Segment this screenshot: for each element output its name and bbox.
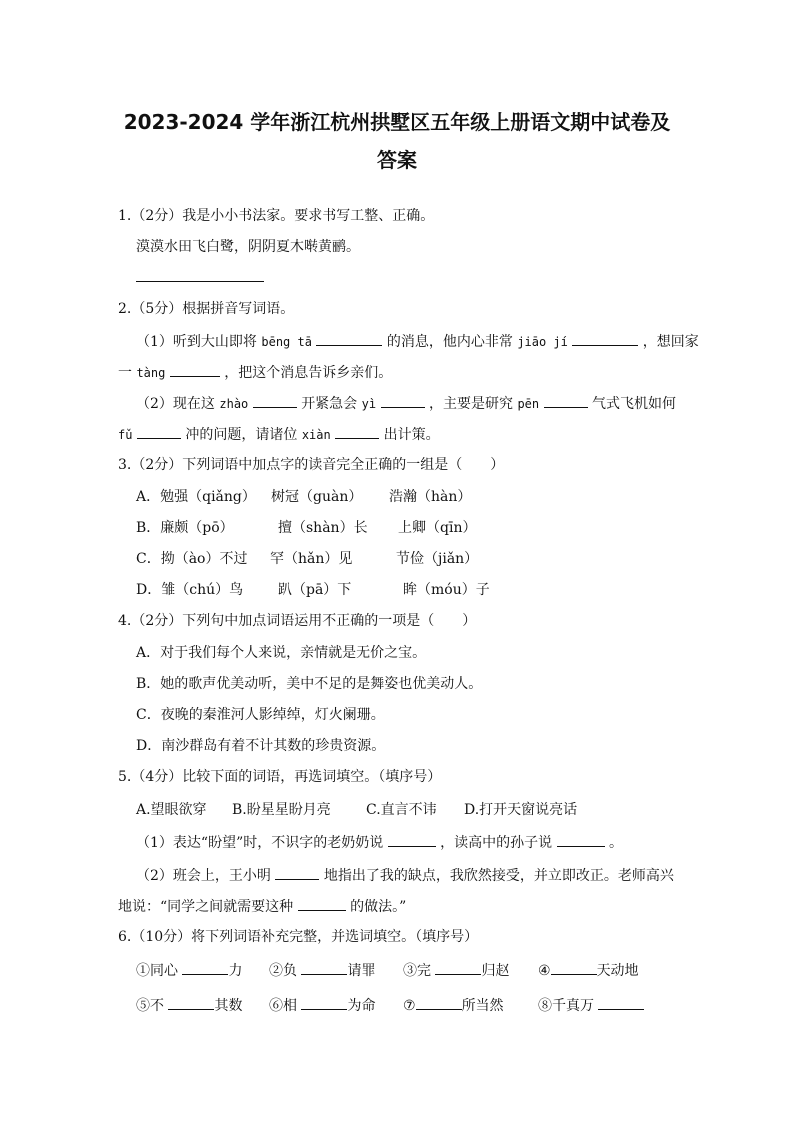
q3-option-c[interactable]	[136, 549, 478, 569]
idiom-item	[269, 960, 403, 981]
answer-blank[interactable]	[551, 960, 597, 975]
q4-option-d[interactable]: D．南沙群岛有着不计其数的珍贵资源。	[136, 738, 386, 754]
q2-text: 冲的问题，请诸位	[185, 427, 298, 443]
q5-choices	[136, 800, 577, 820]
idiom-text: ②负	[269, 963, 297, 979]
q3-option-b[interactable]	[136, 518, 476, 538]
option-part: B．廉颇（pō）	[136, 520, 234, 536]
pinyin: pēn	[517, 397, 540, 411]
pinyin: jiāo jí	[517, 335, 568, 349]
idiom-text: 为命	[347, 998, 376, 1014]
answer-blank[interactable]	[301, 995, 347, 1010]
idiom-text: ⑥相	[269, 998, 297, 1014]
q2-line-4	[118, 424, 440, 445]
pinyin: tàng	[136, 366, 166, 380]
q5-line-2	[136, 865, 674, 886]
pinyin: xiàn	[301, 428, 331, 442]
pinyin: yì	[361, 397, 377, 411]
q2-text: ，主要是研究	[429, 396, 513, 412]
answer-blank[interactable]	[137, 424, 181, 439]
q1-answer-line	[136, 267, 264, 288]
q4-option-b[interactable]: B．她的歌声优美动听，美中不足的是舞姿也优美动人。	[136, 676, 483, 692]
pinyin: bēng tā	[261, 335, 312, 349]
idiom-text: ③完	[403, 963, 431, 979]
answer-blank[interactable]	[136, 267, 264, 282]
q1-heading: 1.（2分）我是小小书法家。要求书写工整、正确。	[118, 208, 435, 224]
answer-blank[interactable]	[416, 995, 462, 1010]
q5-text: 地指出了我的缺点，我欣然接受，并立即改正。老师高兴	[323, 868, 674, 884]
q3-option-d[interactable]	[136, 580, 490, 600]
option-part: 擅（shàn）长	[278, 520, 368, 536]
title-line-2: 答案	[377, 148, 417, 172]
idiom-text: 请罪	[347, 963, 376, 979]
q5-heading: 5.（4分）比较下面的词语，再选词填空。（填序号）	[118, 769, 442, 785]
q2-text: 开紧急会	[301, 396, 358, 412]
answer-blank[interactable]	[381, 393, 425, 408]
q2-text: ，想回家	[642, 334, 699, 350]
answer-blank[interactable]	[544, 393, 588, 408]
pinyin: fǔ	[118, 428, 133, 442]
idiom-item	[269, 995, 403, 1016]
answer-blank[interactable]	[253, 393, 297, 408]
q1-poem: 漠漠水田飞白鹭，阴阴夏木啭黄鹂。	[136, 239, 360, 255]
q2-line-2	[118, 362, 392, 383]
idiom-text: 天动地	[596, 963, 639, 979]
answer-blank[interactable]	[170, 362, 220, 377]
option-part: 树冠（guàn）	[271, 489, 363, 505]
page-title	[100, 103, 694, 179]
idiom-text: ①同心	[136, 963, 178, 979]
q2-text: ，把这个消息告诉乡亲们。	[224, 365, 393, 381]
q5-text: 的做法。”	[350, 899, 407, 915]
q6-row-1	[136, 960, 639, 981]
idiom-text: ⑤不	[136, 998, 164, 1014]
option-part: C．拗（ào）不过	[136, 551, 248, 567]
idiom-item	[538, 960, 639, 981]
q2-line-3	[136, 393, 676, 414]
choice-a: A.望眼欲穿	[136, 802, 207, 818]
option-part: 眸（móu）子	[403, 582, 490, 598]
q5-text: 地说：“同学之间就需要这种	[118, 899, 294, 915]
answer-blank[interactable]	[168, 995, 214, 1010]
q2-heading: 2.（5分）根据拼音写词语。	[118, 301, 295, 317]
q4-option-a[interactable]: A．对于我们每个人来说，亲情就是无价之宝。	[136, 645, 427, 661]
title-line-1: 2023-2024 学年浙江杭州拱墅区五年级上册语文期中试卷及	[123, 110, 671, 134]
q5-line-1	[136, 832, 623, 853]
q4-option-c[interactable]: C．夜晚的秦淮河人影绰绰，灯火阑珊。	[136, 707, 385, 723]
q6-heading: 6.（10分）将下列词语补充完整，并选词填空。（填序号）	[118, 929, 479, 945]
idiom-item	[136, 960, 269, 981]
q3-heading: 3.（2分）下列词语中加点字的读音完全正确的一组是（ ）	[118, 457, 505, 473]
idiom-text: ⑦	[403, 998, 416, 1014]
answer-blank[interactable]	[557, 832, 605, 847]
idiom-text: ④	[538, 963, 551, 979]
answer-blank[interactable]	[316, 331, 382, 346]
idiom-text: 归赵	[481, 963, 510, 979]
choice-c: C.直言不讳	[366, 802, 437, 818]
option-part: D．雏（chú）鸟	[136, 582, 244, 598]
choice-b: B.盼星星盼月亮	[232, 802, 331, 818]
q2-text: （1）听到大山即将	[136, 334, 257, 350]
idiom-text: ⑧千真万	[538, 998, 594, 1014]
q5-text: （1）表达“盼望”时，不识字的老奶奶说	[136, 835, 384, 851]
answer-blank[interactable]	[182, 960, 228, 975]
q4-heading: 4.（2分）下列句中加点词语运用不正确的一项是（ ）	[118, 613, 477, 629]
answer-blank[interactable]	[298, 896, 346, 911]
q2-text: 的消息，他内心非常	[386, 334, 513, 350]
q2-text: 气式飞机如何	[592, 396, 677, 412]
answer-blank[interactable]	[275, 865, 319, 880]
option-part: 节俭（jiǎn）	[396, 551, 479, 567]
answer-blank[interactable]	[598, 995, 644, 1010]
idiom-item	[403, 960, 538, 981]
answer-blank[interactable]	[335, 424, 379, 439]
q3-option-a[interactable]	[136, 487, 471, 507]
q5-text: （2）班会上，王小明	[136, 868, 271, 884]
idiom-item	[136, 995, 269, 1016]
q5-text: ，读高中的孙子说	[440, 835, 553, 851]
idiom-item	[538, 995, 644, 1016]
idiom-text: 力	[228, 963, 243, 979]
idiom-text: 其数	[214, 998, 243, 1014]
idiom-item	[403, 995, 538, 1016]
q2-text: 出计策。	[383, 427, 440, 443]
answer-blank[interactable]	[388, 832, 436, 847]
choice-d: D.打开天窗说亮话	[464, 802, 578, 818]
answer-blank[interactable]	[572, 331, 638, 346]
q5-text: 。	[609, 835, 624, 851]
answer-blank[interactable]	[301, 960, 347, 975]
option-part: 上卿（qīn）	[398, 520, 477, 536]
q5-line-3	[118, 896, 406, 917]
option-part: A．勉强（qiǎng）	[136, 489, 256, 505]
option-part: 浩瀚（hàn）	[389, 489, 472, 505]
q6-row-2	[136, 995, 644, 1016]
q2-text: （2）现在这	[136, 396, 215, 412]
option-part: 趴（pā）下	[278, 582, 352, 598]
q2-line-1	[136, 331, 699, 352]
pinyin: zhào	[219, 397, 249, 411]
option-part: 罕（hǎn）见	[270, 551, 353, 567]
answer-blank[interactable]	[435, 960, 481, 975]
idiom-text: 所当然	[461, 998, 504, 1014]
q2-text: 一	[118, 365, 132, 381]
